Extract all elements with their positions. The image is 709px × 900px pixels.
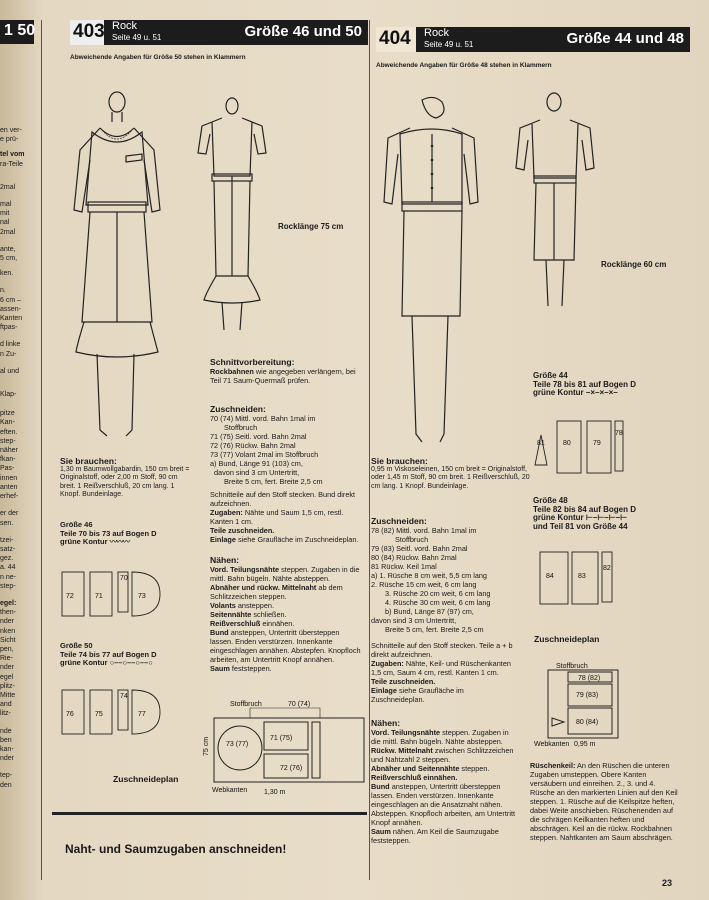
- pattern-404-size44: Größe 44 Teile 78 bis 81 auf Bogen D grüne Kontur –×–×–×–: [533, 371, 636, 397]
- part-81: 81: [537, 440, 545, 447]
- column-divider: [41, 20, 42, 880]
- pattern-403-front-figure: [62, 90, 172, 450]
- pattern-404-size44-diagram: [533, 415, 633, 485]
- pattern-404-cutting-layout-label: Zuschneideplan: [534, 634, 600, 644]
- left-page-number: 1 50: [4, 22, 36, 39]
- pattern-404-note: Abweichende Angaben für Größe 48 stehen in Klammern: [376, 62, 552, 69]
- pattern-404-cutting-instructions: Schnitteile auf den Stoff stecken. Teile a + b direkt aufzeichnen. Zugaben: Nähte, Keil- und Rüschenkanten 1,5 cm, Saum 4 cm, restl. Kanten 1 cm. Teile zuschneiden. Einlage siehe Graufläche im Zuschneideplan.: [371, 641, 513, 704]
- part-78: 78: [615, 430, 623, 437]
- pattern-404-sewing: Nähen: Vord. Teilungsnähte steppen. Zugaben in die mittl. Bahn bügeln. Nähte absteppen. Rückw. Mittelnaht zwischen Schlitzzeichen und Nahtzahl 2 steppen. Abnäher und Seitennähte steppen. Reißverschluß einnähen. Bund ansteppen, Untertritt übersteppen lassen. Enden verstürzen. Innenkante eingeschlagen an die Ansatznaht nähen. Absteppen. Knopfloch arbeiten, am Untertritt Knopf annähen. Saum nähen. Am Keil die Saumzugabe feststeppen.: [371, 718, 515, 845]
- pattern-403-number: 403: [73, 21, 105, 42]
- layout-404-selvedge: Webkanten: [534, 741, 570, 748]
- left-edge-text: en ver- e prü- tel vom ra-Teile 2mal mal mit nal 2mal ante, 5 cm, ken. n. 6 cm – assen- Kanten ftpas- d linke n Zu- al und Klap- pitze Kan- eften. step- näher fkan- Pas- innen anten erhef- er der sen. tzei- satz- gez. a. 44 n ne- step- egel: then- nder nken Sicht pen, Rie- nder egel plitz- Mitte and litz- nde ben kan- nder tep- den: [0, 127, 25, 789]
- pattern-404-front-figure: [370, 94, 490, 454]
- pattern-403-size46-diagram: [60, 566, 175, 626]
- pattern-403-cutting: Zuschneiden: 70 (74) Mittl. vord. Bahn 1mal im Stoffbruch 71 (75) Seitl. vord. Bahn 2mal 72 (76) Rückw. Bahn 2mal 73 (77) Volant 2mal im Stoffbruch a) Bund, Länge 91 (103) cm, davon sind 3 cm Untertritt, Breite 5 cm, fert. Breite 2,5 cm: [210, 404, 323, 486]
- part-71: 71: [95, 593, 103, 600]
- layout-404-part-80: 80 (84): [576, 719, 599, 726]
- pattern-403-size50: Größe 50 Teile 74 bis 77 auf Bogen D grüne Kontur ○––○––○––○: [60, 641, 157, 667]
- layout-404-part-79: 79 (83): [576, 692, 599, 699]
- part-77: 77: [138, 711, 146, 718]
- part-74: 74: [120, 693, 128, 700]
- layout-404-part-78: 78 (82): [578, 675, 601, 682]
- layout-403-part-70: 70 (74): [288, 701, 311, 708]
- layout-404-width: 0,95 m: [574, 741, 596, 748]
- pattern-404-size: Größe 44 und 48: [566, 30, 684, 47]
- part-82: 82: [603, 565, 611, 572]
- layout-403-height: 75 cm: [203, 736, 210, 756]
- pattern-404-size48-diagram: [538, 550, 638, 610]
- pattern-403-skirt-length: Rocklänge 75 cm: [278, 222, 344, 231]
- page-number: 23: [662, 878, 673, 888]
- pattern-404-page-ref: Seite 49 u. 51: [424, 40, 474, 49]
- part-75: 75: [95, 711, 103, 718]
- part-79: 79: [593, 440, 601, 447]
- pattern-404-number: 404: [379, 28, 411, 49]
- part-72: 72: [66, 593, 74, 600]
- pattern-403-back-figure: [192, 98, 272, 338]
- layout-403-fold-label: Stoffbruch: [230, 701, 262, 708]
- pattern-403-page-ref: Seite 49 u. 51: [112, 33, 162, 42]
- part-83: 83: [578, 573, 586, 580]
- layout-403-part-71: 71 (75): [270, 735, 293, 742]
- pattern-403-materials: Sie brauchen: 1,30 m Baumwollgabardin, 150 cm breit = Originalstoff, oder 2,00 m Stoff, 90 cm breit. 1 Reißverschluß, 20 cm lang. 1 Knopf. Bundeinlage.: [60, 456, 190, 498]
- pattern-403-cutting-layout-label: Zuschneideplan: [113, 774, 179, 784]
- pattern-404-size48: Größe 48 Teile 82 bis 84 auf Bogen D grüne Kontur ⊢–⊢–⊢–⊢ und Teil 81 von Größe 44: [533, 496, 636, 531]
- pattern-404-cutting: Zuschneiden: 78 (82) Mittl. vord. Bahn 1mal im Stoffbruch 79 (83) Seitl. vord. Bahn 2mal 80 (84) Rückw. Bahn 2mal 81 Rückw. Keil 1mal a) 1. Rüsche 8 cm weit, 5,5 cm lang 2. Rüsche 15 cm weit, 6 cm lang 3. Rüsche 20 cm weit, 6 cm lang 4. Rüsche 30 cm weit, 6 cm lang b) Bund, Länge 87 (97) cm, davon sind 3 cm Untertritt, Breite 5 cm, fert. Breite 2,5 cm: [371, 516, 491, 634]
- pattern-404-header: [376, 27, 690, 52]
- layout-403-part-73: 73 (77): [226, 741, 249, 748]
- pattern-404-skirt-length: Rocklänge 60 cm: [601, 260, 667, 269]
- layout-403-selvedge: Webkanten: [212, 787, 248, 794]
- layout-403-part-72: 72 (76): [280, 765, 303, 772]
- part-80: 80: [563, 440, 571, 447]
- layout-404-fold-label: Stoffbruch: [556, 663, 588, 670]
- pattern-403-cutting-instructions: Schnitteile auf den Stoff stecken. Bund direkt aufzeichnen. Zugaben: Nähte und Saum 1,5 cm, restl. Kanten 1 cm. Teile zuschneiden. Einlage siehe Graufläche im Zuschneideplan.: [210, 490, 359, 544]
- pattern-403-category: Rock: [112, 20, 138, 32]
- pattern-403-preparation: Schnittvorbereitung: Rockbahnen wie angegeben verlängern, bei Teil 71 Saum-Quermaß prüfen.: [210, 357, 356, 385]
- pattern-403-size46: Größe 46 Teile 70 bis 73 auf Bogen D grüne Kontur 〰〰〰: [60, 520, 157, 546]
- pattern-403-cutting-layout: [200, 701, 370, 800]
- footer-rule: [52, 812, 367, 815]
- pattern-403-sewing: Nähen: Vord. Teilungsnähte steppen. Zugaben in die mittl. Bahn bügeln. Nähte absteppen. Abnäher und rückw. Mittelnaht ab dem Schlitzzeichen steppen. Volants ansteppen. Seitennähte schließen. Reißverschluß einnähen. Bund ansteppen, Untertritt übersteppen lassen. Enden verstürzen. Innenkante eingeschlagen annähen. Abstepfen. Knopfloch arbeiten, am Untertritt Knopf annähen. Saum feststeppen.: [210, 555, 361, 673]
- pattern-404-back-figure: [512, 94, 602, 314]
- part-84: 84: [546, 573, 554, 580]
- pattern-403-note: Abweichende Angaben für Größe 50 stehen in Klammern: [70, 54, 246, 61]
- layout-403-width: 1,30 m: [264, 789, 286, 796]
- pattern-403-size50-diagram: [60, 684, 175, 744]
- pattern-404-materials: Sie brauchen: 0,95 m Viskoseleinen, 150 cm breit = Originalstoff, oder 1,45 m Stoff, 90 cm breit. 1 Reißverschluß, 20 cm lang. 1 Knopf. Bundeinlage.: [371, 456, 530, 490]
- pattern-404-category: Rock: [424, 27, 450, 39]
- pattern-404-cutting-layout: [534, 662, 634, 750]
- part-70: 70: [120, 575, 128, 582]
- pattern-403-size: Größe 46 und 50: [244, 23, 362, 40]
- pattern-403-header: [70, 20, 368, 45]
- part-73: 73: [138, 593, 146, 600]
- part-76: 76: [66, 711, 74, 718]
- pattern-404-gusset: Rüschenkeil: An den Rüschen die unteren Zugaben umsteppen. Obere Kanten versäubern und einreihen. 2., 3. und 4. Rüsche an den markierten Linien auf den Keil steppen. 1. Rüsche auf die Keilspitze heften, dabei Weite anschieben. Rüschenenden auf die schrägen Keilkanten heften und abschrägen. Keil an die rückw. Rockbahnen steppen. Nahtkanten am Saum abschrägen.: [530, 761, 678, 842]
- footer-banner: Naht- und Saumzugaben anschneiden!: [65, 842, 287, 856]
